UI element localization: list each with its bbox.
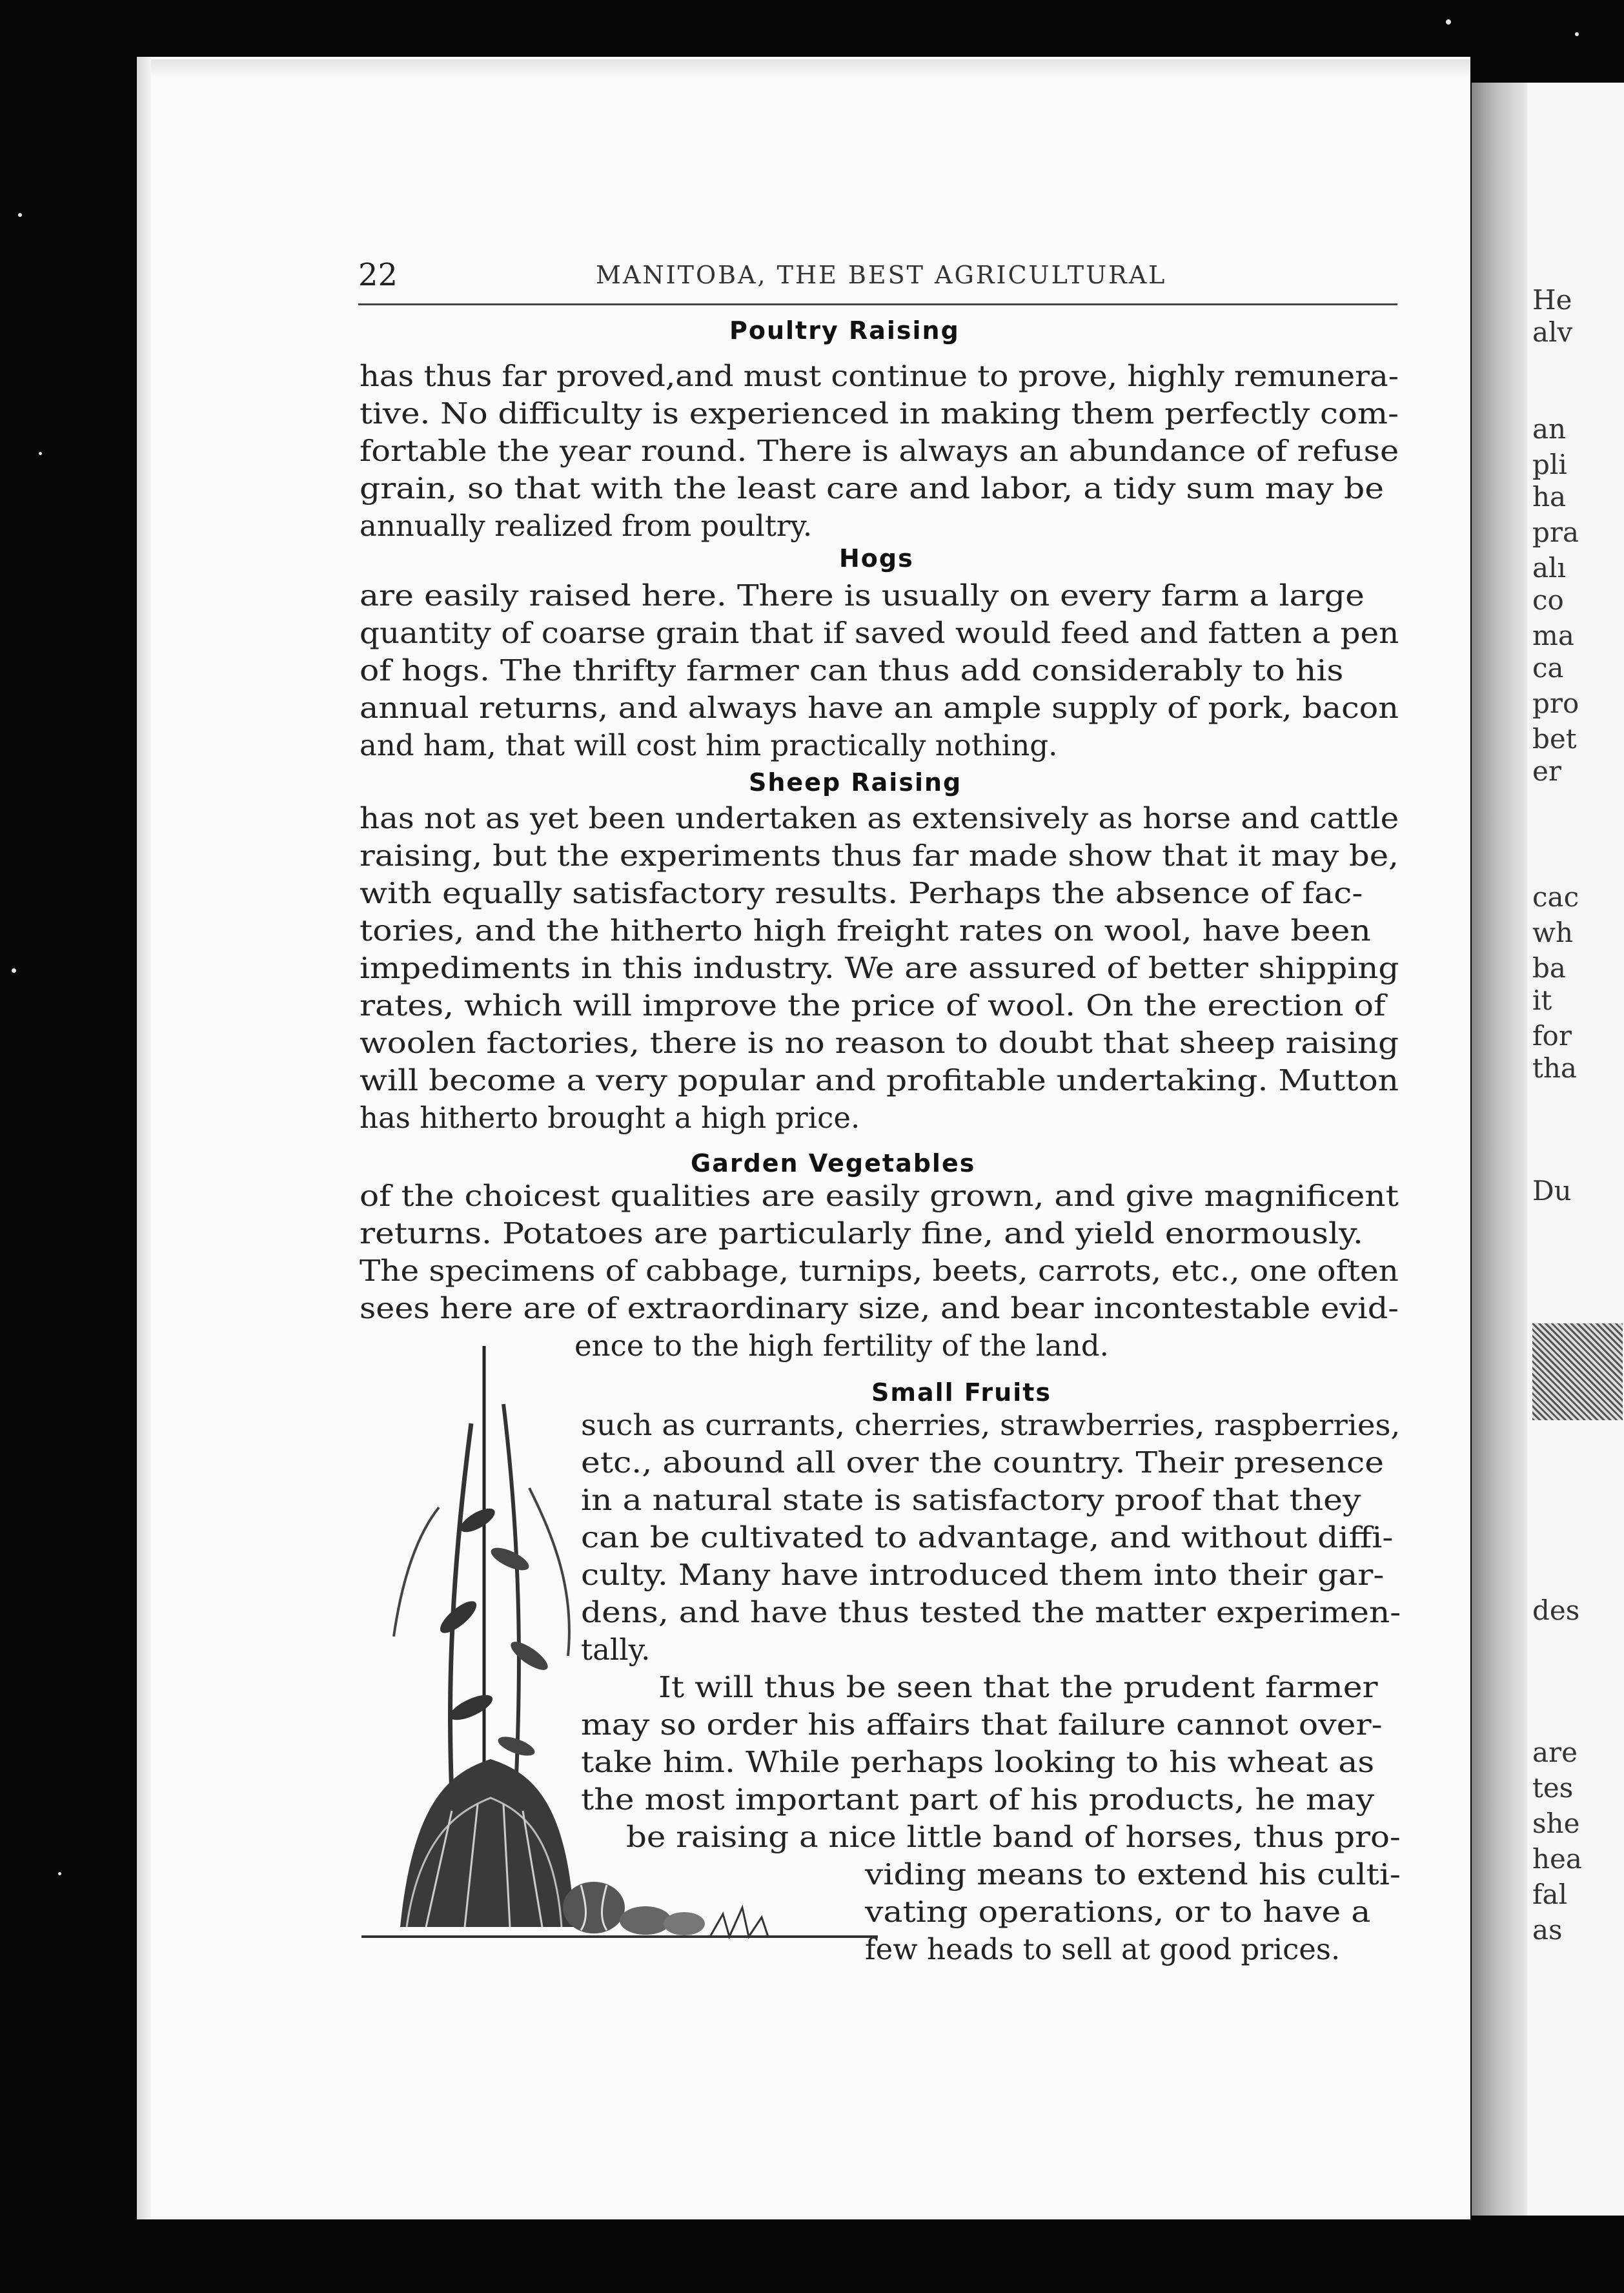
facing-page-text: an [1532, 413, 1567, 445]
text-line: such as currants, cherries, strawberries, raspberries, [581, 1408, 1401, 1442]
facing-page-text: ma [1532, 620, 1574, 651]
text-line: impediments in this industry. We are assured of better shipping [360, 951, 1399, 985]
facing-page-fragment [1527, 83, 1624, 2216]
text-line: has thus far proved,and must continue to prove, highly remunera- [360, 359, 1399, 393]
text-line: raising, but the experiments thus far made show that it may be, [360, 839, 1399, 873]
text-line: with equally satisfactory results. Perhaps the absence of fac- [360, 876, 1363, 910]
text-line: be raising a nice little band of horses, thus pro- [626, 1820, 1401, 1854]
text-line: of the choicest qualities are easily grown, and give magnificent [360, 1179, 1399, 1213]
dust-speck [18, 213, 22, 217]
section-heading: Garden Vegetables [691, 1149, 976, 1177]
text-line: of hogs. The thrifty farmer can thus add considerably to his [360, 653, 1344, 688]
text-line: rates, which will improve the price of wool. On the erection of [360, 988, 1386, 1023]
text-line: sees here are of extraordinary size, and bear incontestable evid- [360, 1291, 1399, 1325]
facing-page-text: fal [1532, 1879, 1568, 1910]
page-number: 22 [358, 257, 398, 293]
facing-page-text: ba [1532, 952, 1566, 984]
running-head [358, 257, 1391, 293]
facing-page-text: tes [1532, 1772, 1574, 1804]
dust-speck [1446, 19, 1451, 25]
text-line: has hitherto brought a high price. [360, 1101, 860, 1135]
facing-page-text: hea [1532, 1843, 1582, 1875]
dust-speck [12, 968, 16, 973]
text-line: may so order his affairs that failure cannot over- [581, 1707, 1383, 1742]
facing-page-text: tha [1532, 1052, 1577, 1084]
facing-page-text: co [1532, 584, 1564, 616]
page-gutter-fold [1472, 83, 1527, 2216]
text-line: grain, so that with the least care and labor, a tidy sum may be [360, 471, 1385, 505]
facing-page-engraving [1532, 1323, 1623, 1420]
facing-page-text: ha [1532, 481, 1567, 513]
facing-page-text: cac [1532, 881, 1579, 913]
header-title: MANITOBA, THE BEST AGRICULTURAL [596, 261, 1167, 289]
section-heading: Small Fruits [871, 1378, 1052, 1407]
dust-speck [39, 452, 42, 455]
facing-page-text: alv [1532, 316, 1573, 348]
facing-page-text: pro [1532, 688, 1579, 719]
text-line: The specimens of cabbage, turnips, beets, carrots, etc., one often [360, 1254, 1399, 1288]
text-line: culty. Many have introduced them into their gar- [581, 1558, 1385, 1592]
facing-page-text: He [1532, 284, 1572, 316]
facing-page-text: wh [1532, 917, 1573, 948]
facing-page-text: she [1532, 1808, 1580, 1839]
facing-page-text: bet [1532, 723, 1577, 755]
text-line: take him. While perhaps looking to his wheat as [581, 1745, 1375, 1779]
text-line: and ham, that will cost him practically nothing. [360, 728, 1058, 762]
text-line: etc., abound all over the country. Their presence [581, 1445, 1385, 1480]
text-line: the most important part of his products, he may [581, 1782, 1375, 1817]
text-line: tories, and the hitherto high freight rates on wool, have been [360, 913, 1371, 948]
facing-page-text: pra [1532, 516, 1579, 548]
facing-page-text: as [1532, 1914, 1563, 1946]
facing-page-text: it [1532, 984, 1552, 1016]
text-line: are easily raised here. There is usually on every farm a large [360, 578, 1365, 613]
facing-page-text: des [1532, 1595, 1580, 1626]
text-line: It will thus be seen that the prudent farmer [658, 1670, 1378, 1704]
facing-page-text: alı [1532, 552, 1566, 584]
text-line: tally. [581, 1633, 651, 1667]
facing-page-text: for [1532, 1020, 1572, 1052]
text-line: viding means to extend his culti- [865, 1857, 1401, 1891]
text-line: few heads to sell at good prices. [865, 1932, 1341, 1966]
section-heading: Poultry Raising [729, 316, 960, 345]
facing-page-text: er [1532, 755, 1561, 787]
facing-page-text: pli [1532, 449, 1567, 480]
harvest-vignette-icon [361, 1346, 878, 1959]
text-line: returns. Potatoes are particularly fine, and yield enormously. [360, 1216, 1363, 1250]
section-heading: Sheep Raising [749, 768, 962, 797]
dust-speck [1575, 32, 1579, 36]
facing-page-text: are [1532, 1737, 1578, 1768]
text-line: fortable the year round. There is always an abundance of refuse [360, 434, 1399, 468]
text-line: vating operations, or to have a [865, 1895, 1371, 1929]
page-left-edge [137, 57, 151, 2219]
text-line: annual returns, and always have an ample supply of pork, bacon [360, 691, 1399, 725]
text-line: quantity of coarse grain that if saved would feed and fatten a pen [360, 616, 1399, 650]
header-rule [358, 303, 1397, 305]
text-line: annually realized from poultry. [360, 509, 813, 543]
text-line: will become a very popular and profitable undertaking. Mutton [360, 1063, 1399, 1097]
facing-page-text: Du [1532, 1175, 1572, 1207]
text-line: can be cultivated to advantage, and without diffi- [581, 1520, 1394, 1554]
section-heading: Hogs [839, 544, 914, 573]
text-line: ence to the high fertility of the land. [574, 1329, 1109, 1363]
facing-page-text: ca [1532, 652, 1564, 684]
text-line: dens, and have thus tested the matter experimen- [581, 1595, 1401, 1629]
text-line: has not as yet been undertaken as extensively as horse and cattle [360, 801, 1399, 835]
dust-speck [58, 1872, 61, 1875]
text-line: tive. No difficulty is experienced in making them perfectly com- [360, 396, 1399, 431]
text-line: woolen factories, there is no reason to doubt that sheep raising [360, 1026, 1399, 1060]
page-top-edge [137, 59, 1470, 79]
text-line: in a natural state is satisfactory proof that they [581, 1483, 1361, 1517]
